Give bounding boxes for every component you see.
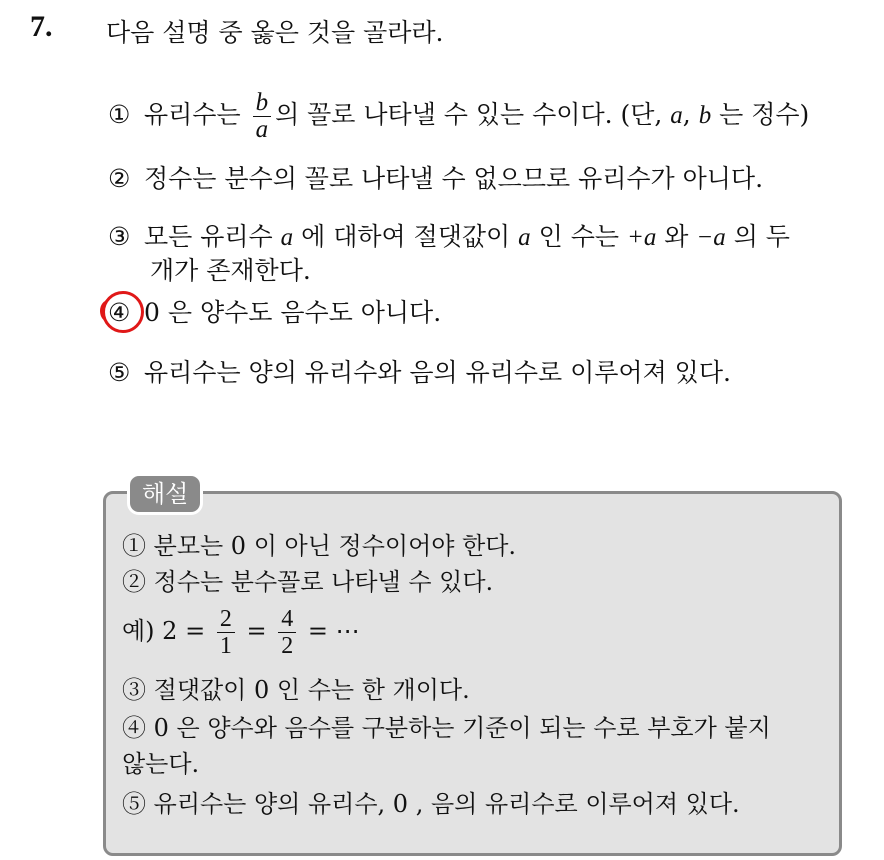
fraction-4-over-2	[278, 606, 296, 659]
variable: b	[698, 102, 712, 129]
explanation-line-4: ④ 0 은 양수와 음수를 구분하는 기준이 되는 수로 부호가 붙지	[122, 714, 771, 742]
option-2[interactable]	[108, 162, 763, 196]
numerator: 4	[281, 606, 294, 632]
question-number: 7.	[30, 10, 53, 43]
explanation-line-6: ⑤ 유리수는 양의 유리수, 0 , 음의 유리수로 이루어져 있다.	[122, 790, 740, 818]
fraction-b-over-a	[253, 90, 272, 143]
option-text: 와	[656, 222, 697, 251]
option-text: 인 수는	[530, 222, 627, 251]
example-prefix: 예) 2 =	[122, 617, 206, 645]
numerator: b	[255, 89, 269, 116]
option-5[interactable]	[108, 356, 731, 390]
denominator: 2	[278, 632, 296, 659]
option-marker: ②	[108, 164, 131, 193]
explanation-label: 해설	[127, 473, 203, 515]
option-text: 의 두	[725, 222, 790, 251]
explanation-line-1: ① 분모는 0 이 아닌 정수이어야 한다.	[122, 532, 517, 560]
explanation-line-3: ③ 절댓값이 0 인 수는 한 개이다.	[122, 676, 470, 704]
option-4[interactable]	[108, 296, 441, 330]
denominator: 1	[217, 632, 235, 659]
question-prompt: 다음 설명 중 옳은 것을 골라라.	[106, 18, 444, 47]
option-text: 의 꼴로 나타낼 수 있는 수이다. (단,	[275, 100, 671, 129]
variable: a	[518, 224, 531, 251]
option-text: 0 은 양수도 음수도 아니다.	[144, 298, 442, 327]
option-1[interactable]	[108, 90, 809, 143]
option-text: 에 대하여 절댓값이	[293, 222, 519, 251]
denominator: a	[253, 116, 272, 143]
explanation-example	[122, 606, 360, 659]
option-3-line-2: 개가 존재한다.	[150, 256, 311, 285]
option-text: 는 정수)	[711, 100, 810, 129]
variable: −a	[696, 224, 726, 251]
numerator: 2	[219, 606, 232, 632]
variable: a	[670, 102, 683, 129]
example-suffix: = ⋯	[307, 617, 360, 645]
option-marker: ④	[108, 298, 131, 327]
fraction-2-over-1	[217, 606, 235, 659]
option-text: 유리수는	[144, 100, 241, 129]
option-text: 모든 유리수	[144, 222, 281, 251]
explanation-line-5: 않는다.	[122, 750, 200, 778]
option-marker: ③	[108, 222, 131, 251]
option-marker: ①	[108, 100, 131, 129]
variable: a	[280, 224, 294, 251]
explanation-line-2: ② 정수는 분수꼴로 나타낼 수 있다.	[122, 568, 494, 596]
option-3[interactable]	[108, 220, 790, 255]
variable: +a	[626, 224, 657, 251]
equals-sign: =	[246, 617, 267, 645]
option-text: 정수는 분수의 꼴로 나타낼 수 없으므로 유리수가 아니다.	[144, 164, 764, 193]
separator: ,	[682, 100, 699, 129]
option-text: 유리수는 양의 유리수와 음의 유리수로 이루어져 있다.	[144, 358, 731, 387]
option-marker: ⑤	[108, 358, 131, 387]
